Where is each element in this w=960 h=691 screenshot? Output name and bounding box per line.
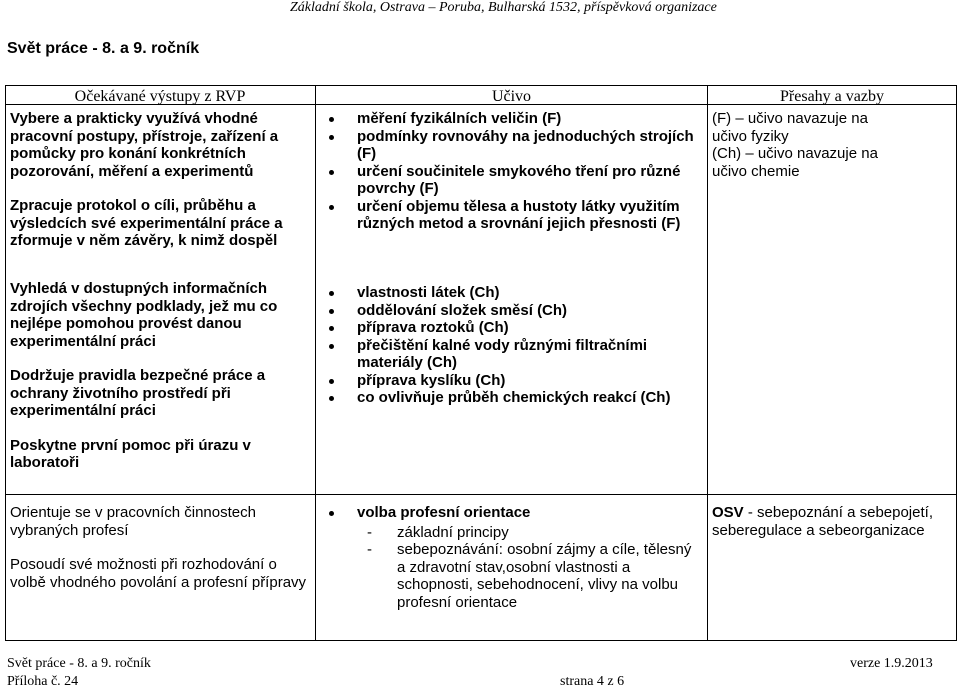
row2-content (357, 284, 702, 407)
bullet-icon (329, 135, 334, 140)
bullet-icon (329, 326, 334, 331)
list-item: co ovlivňuje průběh chemických reakcí (Ch) (357, 389, 702, 407)
output-text: Dodržuje pravidla bezpečné práce a ochrany životního prostředí při experimentální práci (10, 367, 266, 419)
row1-outputs (10, 110, 310, 250)
row3-outputs (10, 504, 310, 591)
dash-item: - základní principy (367, 523, 509, 541)
list-item: podmínky rovnováhy na jednoduchých strojích (F) (357, 128, 697, 163)
page-title: Svět práce - 8. a 9. ročník (7, 40, 200, 57)
dash-item: - sebepoznávání: osobní zájmy a cíle, tělesný a zdravotní stav,osobní vlastnosti a schopnosti, sebehodnocení, vlivy na volbu profesní orientace (367, 541, 692, 611)
bullet-icon (329, 291, 334, 296)
list-item: přečištění kalné vody různými filtračními materiály (Ch) (357, 337, 702, 372)
bullet-icon (329, 309, 334, 314)
row3-content (357, 504, 702, 611)
row1-links (712, 110, 907, 180)
footer-attachment: Příloha č. 24 (7, 674, 79, 689)
link-note: (F) – učivo navazuje na učivo fyziky (712, 110, 868, 145)
list-item: určení objemu tělesa a hustoty látky využitím různých metod a srovnání jejich přesnosti (F) (357, 198, 697, 233)
list-item: měření fyzikálních veličin (F) (357, 110, 697, 128)
col-header-links: Přesahy a vazby (780, 88, 884, 105)
bullet-icon (329, 344, 334, 349)
bullet-icon (329, 396, 334, 401)
list-item: příprava roztoků (Ch) (357, 319, 702, 337)
list-item: volba profesní orientace (357, 504, 702, 522)
footer-course: Svět práce - 8. a 9. ročník (7, 656, 151, 671)
osv-label: OSV (712, 504, 744, 521)
col-header-content: Učivo (491, 88, 532, 105)
output-text: Vyhledá v dostupných informačních zdrojích všechny podklady, jež mu co nejlépe pomohou provést danou experimentální práci (10, 280, 278, 350)
col-header-outputs: Očekávané výstupy z RVP (74, 88, 246, 105)
footer-version: verze 1.9.2013 (850, 656, 933, 671)
output-text: Poskytne první pomoc při úrazu v laboratoři (10, 436, 251, 471)
bullet-icon (329, 170, 334, 175)
bullet-icon (329, 379, 334, 384)
link-note: (Ch) – učivo navazuje na učivo chemie (712, 145, 878, 180)
row3-links (712, 504, 952, 539)
list-item: oddělování složek směsí (Ch) (357, 302, 702, 320)
osv-text: - sebepoznání a sebepojetí, seberegulace a sebeorganizace (712, 504, 933, 539)
row1-content (357, 110, 697, 233)
output-text: Posoudí své možnosti při rozhodování o volbě vhodného povolání a profesní přípravy (10, 556, 307, 591)
output-text: Orientuje se v pracovních činnostech vybraných profesí (10, 504, 256, 539)
bullet-icon (329, 117, 334, 122)
page-header: Základní škola, Ostrava – Poruba, Bulharská 1532, příspěvková organizace (290, 0, 717, 15)
row2-outputs (10, 280, 310, 472)
output-text: Vybere a prakticky využívá vhodné pracovní postupy, přístroje, zařízení a pomůcky pro konání konkrétních pozorování, měření a experimentů (10, 110, 279, 180)
list-item: příprava kyslíku (Ch) (357, 372, 702, 390)
list-item: určení součinitele smykového tření pro různé povrchy (F) (357, 163, 697, 198)
bullet-icon (329, 511, 334, 516)
bullet-icon (329, 205, 334, 210)
list-item: vlastnosti látek (Ch) (357, 284, 702, 302)
output-text: Zpracuje protokol o cíli, průběhu a výsledcích své experimentální práce a zformuje v něm závěry, k nimž dospěl (10, 197, 283, 249)
footer-page-number: strana 4 z 6 (560, 674, 625, 689)
